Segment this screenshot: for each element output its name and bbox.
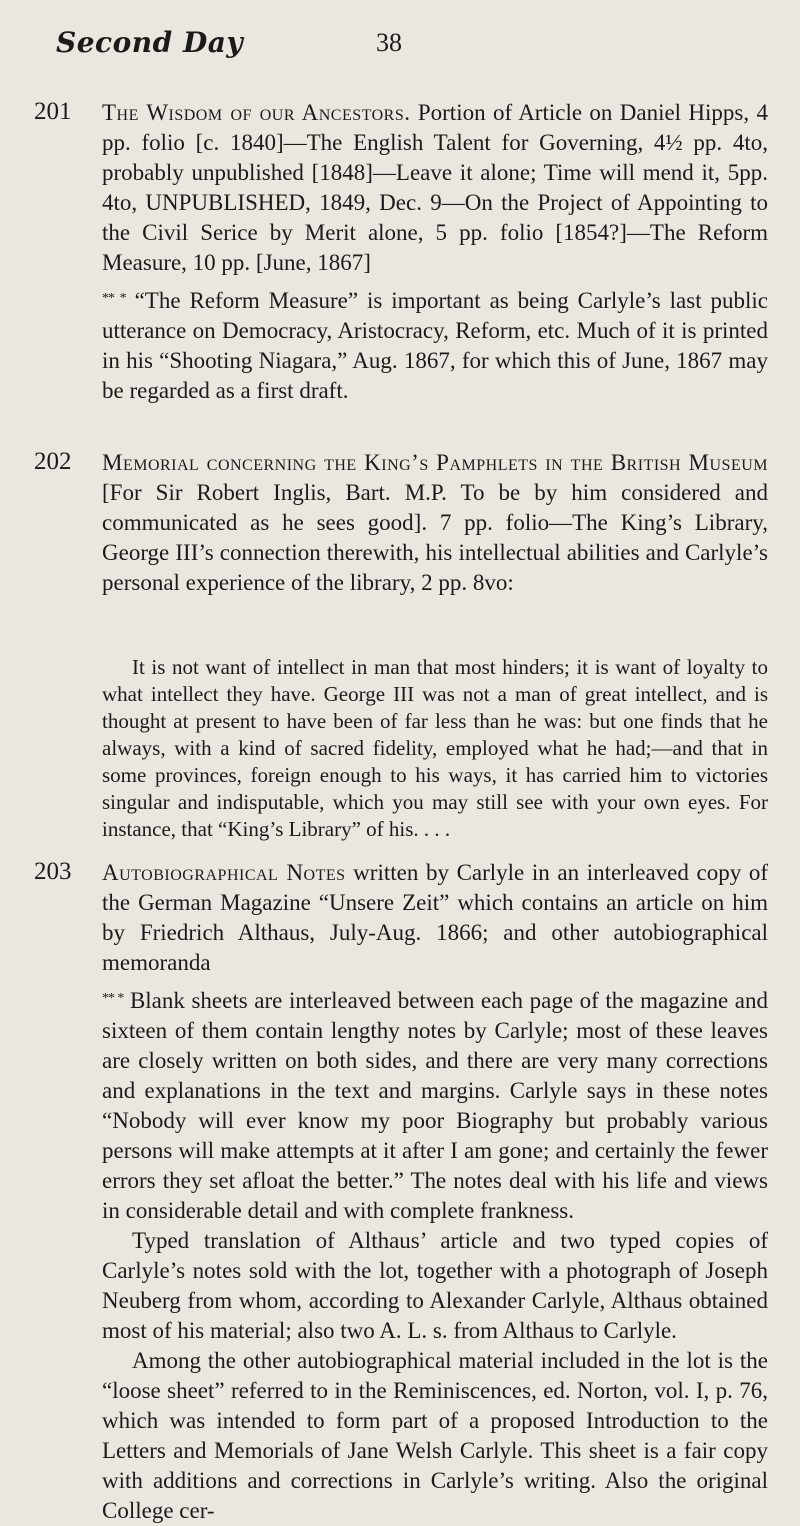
lot-title: The Wisdom of our Ancestors. <box>102 100 411 125</box>
quoted-passage: It is not want of intellect in man that most hinders; it is want of loyalty to what intellect they have. George III was not a man of great intellect, and is thought at present to have been of far less than he was: but one finds that he always, with a kind of sacred fidelity, employed what he had;—and that in some provinces, foreign enough to his ways, it has carried him to victories singular and indisputable, which you may still see with your own eyes. For instance, that “King’s Library” of his. . . . <box>102 655 768 841</box>
page-header <box>0 26 800 66</box>
lot-quote <box>102 654 768 843</box>
lot-paragraph-3: Among the other autobiographical material included in the lot is the “loose sheet” referred to in the Reminiscences, ed. Norton, vol. I, p. 76, which was intended to form part of a proposed Introduction to the Letters and Memorials of Jane Welsh Carlyle. This sheet is a fair copy with additions and corrections in Carlyle’s writing. Also the original College cer- <box>102 1348 768 1523</box>
lot-note: “The Reform Measure” is important as being Carlyle’s last public utterance on Democracy, Aristocracy, Reform, etc. Much of it is printed in his “Shooting Niagara,” Aug. 1867, for which this of June, 1867 may be regarded as a first draft. <box>102 288 768 403</box>
page-number: 38 <box>376 28 402 57</box>
lot-body: [For Sir Robert Inglis, Bart. M.P. To be by him considered and communicated as he sees good]. 7 pp. folio—The King’s Library, George III’s connection therewith, his intellectual abilities and Carlyle’s personal experience of the library, 2 pp. 8vo: <box>102 480 768 595</box>
lot-paragraph-2: Typed translation of Althaus’ article and two typed copies of Carlyle’s notes sold with the lot, together with a photograph of Joseph Neuberg from whom, according to Alexander Carlyle, Althaus obtained most of his material; also two A. L. s. from Althaus to Carlyle. <box>102 1228 768 1343</box>
lot-number: 203 <box>34 858 72 885</box>
note-asterisks: ** * <box>102 991 124 1006</box>
lot-body: written by Carlyle in an interleaved copy of the German Magazine “Unsere Zeit” which contains an article on him by Friedrich Althaus, July-Aug. 1866; and other autobiographical memoranda <box>102 860 768 975</box>
lot-description <box>102 98 768 406</box>
lot-description <box>102 858 768 1526</box>
lot-number: 202 <box>34 448 72 475</box>
lot-body: Portion of Article on Daniel Hipps, 4 pp. folio [c. 1840]—The English Talent for Governing, 4½ pp. 4to, probably unpublished [1848]—Leave it alone; Time will mend it, 5pp. 4to, UNPUBLISHED, 1849, Dec. 9—On the Project of Appointing to the Civil Serice by Merit alone, 5 pp. folio [1854?]—The Reform Measure, 10 pp. [June, 1867] <box>102 100 768 275</box>
lot-title: Autobiographical Notes <box>102 860 346 885</box>
lot-number: 201 <box>34 98 72 125</box>
running-head: Second Day <box>56 26 244 59</box>
lot-title: Memorial concerning the King’s Pamphlets in the British Museum <box>102 450 768 475</box>
lot-note: Blank sheets are interleaved between each page of the magazine and sixteen of them contain lengthy notes by Carlyle; most of these leaves are closely written on both sides, and there are very many corrections and explanations in the text and margins. Carlyle says in these notes “Nobody will ever know my poor Biography but probably various persons will make attempts at it after I am gone; and certainly the fewer errors they set afloat the better.” The notes deal with his life and views in considerable detail and with complete frankness. <box>102 988 768 1223</box>
lot-description <box>102 448 768 598</box>
note-asterisks: ** * <box>102 291 126 306</box>
